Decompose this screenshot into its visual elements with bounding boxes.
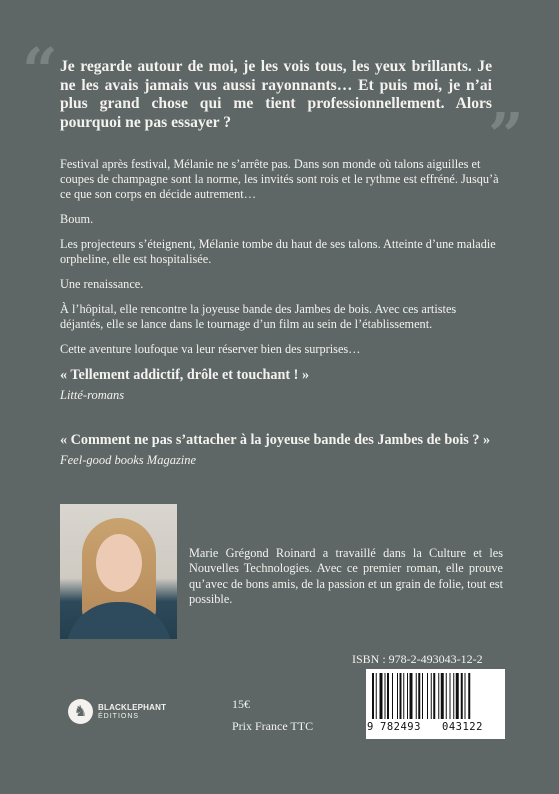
synopsis-paragraph: Cette aventure loufoque va leur réserver bien des surprises… bbox=[60, 342, 361, 356]
publisher-logo bbox=[68, 697, 168, 731]
publisher-sub: ÉDITIONS bbox=[98, 713, 140, 720]
author-bio: Marie Grégond Roinard a travaillé dans la Culture et les Nouvelles Technologies. Avec ce premier roman, elle prouve qu’avec de bons amis, de la passion et un grain de folie, tout est possible. bbox=[189, 546, 503, 607]
close-quote-mark: ” bbox=[488, 99, 524, 172]
review-source: Feel-good books Magazine bbox=[60, 453, 197, 467]
price: 15€ bbox=[232, 697, 250, 711]
synopsis-paragraph: Les projecteurs s’éteignent, Mélanie tombe du haut de ses talons. Atteinte d’une maladie orpheline, elle est hospitalisée. bbox=[60, 237, 496, 266]
synopsis-paragraph: Festival après festival, Mélanie ne s’arrête pas. Dans son monde où talons aiguilles et coupes de champagne sont la norme, les invités sont rois et le rythme est effréné. Jusqu’à ce que son corps en décide autrement… bbox=[60, 157, 499, 201]
photo-face bbox=[96, 534, 142, 592]
publisher-name: BLACKLEPHANT bbox=[98, 703, 167, 712]
review-quote: « Tellement addictif, drôle et touchant ! » bbox=[60, 367, 310, 383]
review-source: Litté-romans bbox=[60, 388, 125, 402]
barcode-left-digits: 782493 bbox=[380, 721, 421, 733]
synopsis bbox=[60, 157, 500, 367]
synopsis-paragraph: À l’hôpital, elle rencontre la joyeuse bande des Jambes de bois. Avec ces artistes déjantés, elle se lance dans le tournage d’un film au sein de l’établissement. bbox=[60, 302, 457, 331]
elephant-icon: ♞ bbox=[68, 699, 93, 724]
barcode-first-digit: 9 bbox=[367, 721, 374, 733]
review bbox=[60, 431, 510, 468]
review-quote: « Comment ne pas s’attacher à la joyeuse bande des Jambes de bois ? » bbox=[60, 432, 491, 448]
synopsis-paragraph: Boum. bbox=[60, 212, 94, 226]
barcode-right-digits: 043122 bbox=[442, 721, 483, 733]
synopsis-paragraph: Une renaissance. bbox=[60, 277, 144, 291]
lead-quote: Je regarde autour de moi, je les vois tous, les yeux brillants. Je ne les avais jamais vus aussi rayonnants… Et puis moi, je n’ai plus grand chose qui me tient professionnellement. Alors pourquoi ne pas essayer ? bbox=[60, 58, 492, 131]
author-photo bbox=[60, 504, 177, 639]
price-note: Prix France TTC bbox=[232, 719, 314, 733]
barcode-bars bbox=[370, 673, 501, 721]
isbn-label: ISBN : 978-2-493043-12-2 bbox=[352, 652, 483, 666]
barcode bbox=[366, 669, 505, 739]
open-quote-mark: “ bbox=[22, 34, 58, 107]
review bbox=[60, 366, 510, 403]
